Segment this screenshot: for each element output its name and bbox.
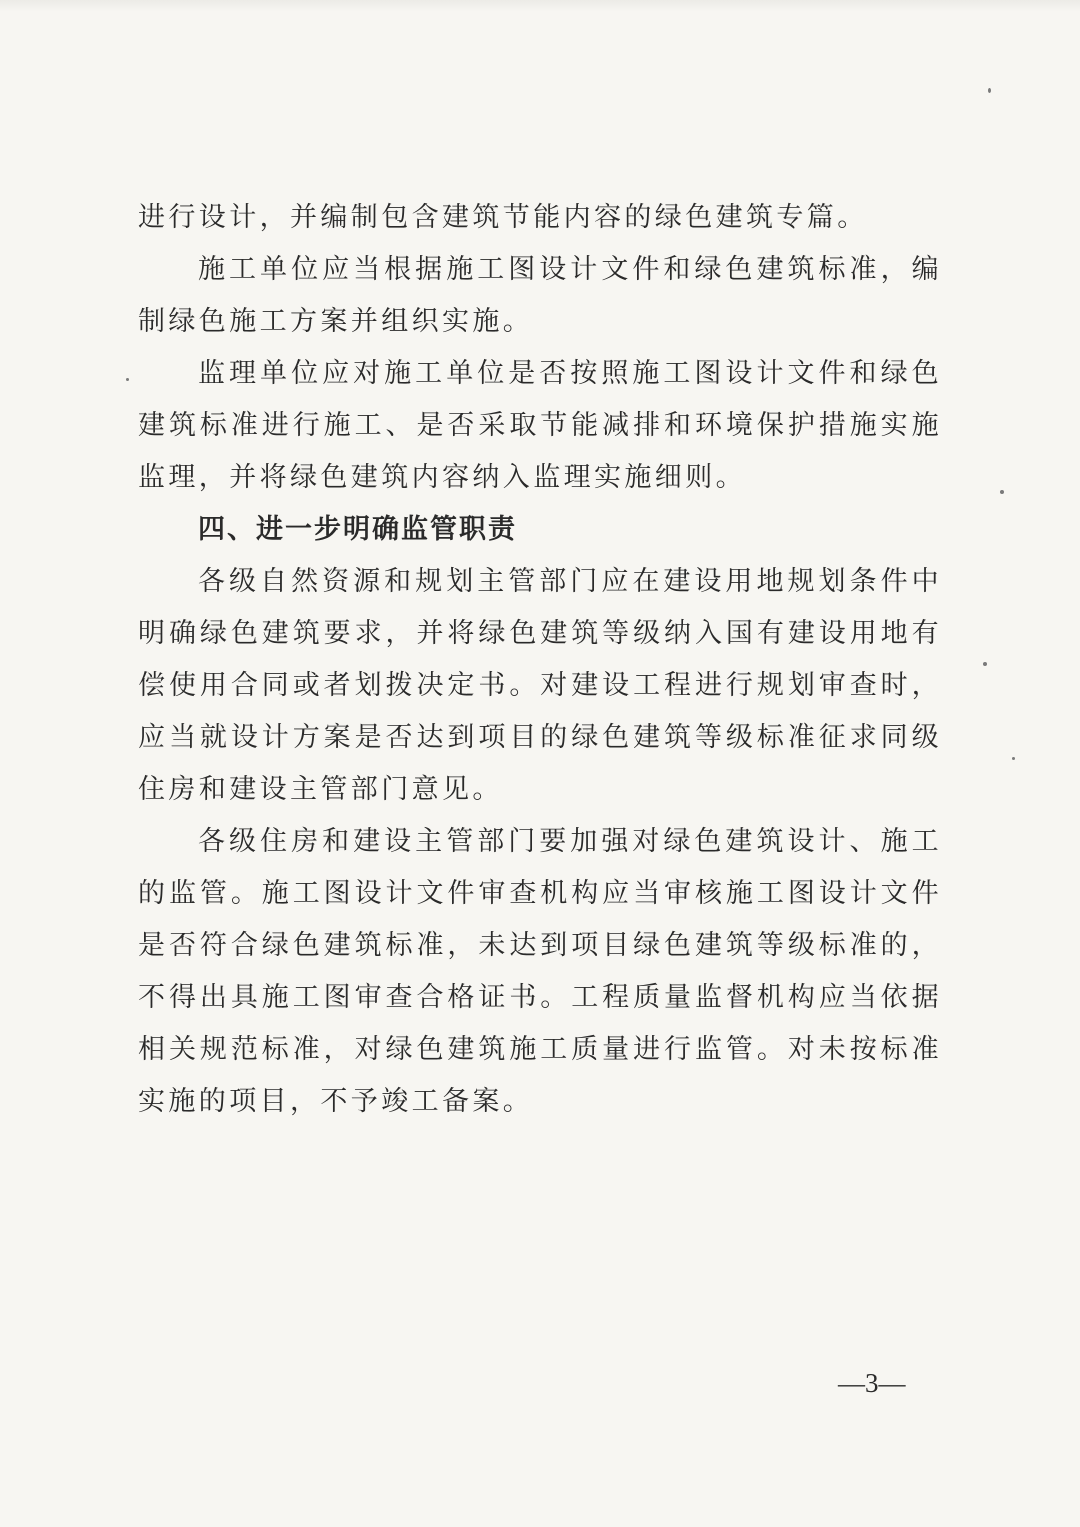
paragraph-construction-unit: 施工单位应当根据施工图设计文件和绿色建筑标准，编制绿色施工方案并组织实施。 — [138, 254, 942, 337]
scan-speck — [988, 88, 991, 93]
scan-edge — [0, 0, 1080, 12]
scan-speck — [126, 378, 129, 381]
scan-speck — [1000, 490, 1004, 494]
page-number: —3— — [838, 1368, 906, 1398]
section-heading: 四、进一步明确监管职责 — [198, 514, 517, 545]
paragraph-continuation: 进行设计，并编制包含建筑节能内容的绿色建筑专篇。 — [138, 202, 868, 233]
scan-speck — [1012, 757, 1015, 760]
scan-speck — [983, 662, 987, 666]
paragraph-housing-departments: 各级住房和建设主管部门要加强对绿色建筑设计、施工的监管。施工图设计文件审查机构应当审核施工图设计文件是否符合绿色建筑标准，未达到项目绿色建筑等级标准的，不得出具施工图审查合格证书。工程质量监督机构应当依据相关规范标准，对绿色建筑施工质量进行监管。对未按标准实施的项目，不予竣工备案。 — [138, 826, 942, 1117]
paragraph-supervision-unit: 监理单位应对施工单位是否按照施工图设计文件和绿色建筑标准进行施工、是否采取节能减排和环境保护措施实施监理，并将绿色建筑内容纳入监理实施细则。 — [138, 358, 942, 493]
document-body — [138, 192, 942, 1128]
paragraph-planning-departments: 各级自然资源和规划主管部门应在建设用地规划条件中明确绿色建筑要求，并将绿色建筑等级纳入国有建设用地有偿使用合同或者划拨决定书。对建设工程进行规划审查时，应当就设计方案是否达到项目的绿色建筑等级标准征求同级住房和建设主管部门意见。 — [138, 566, 942, 805]
